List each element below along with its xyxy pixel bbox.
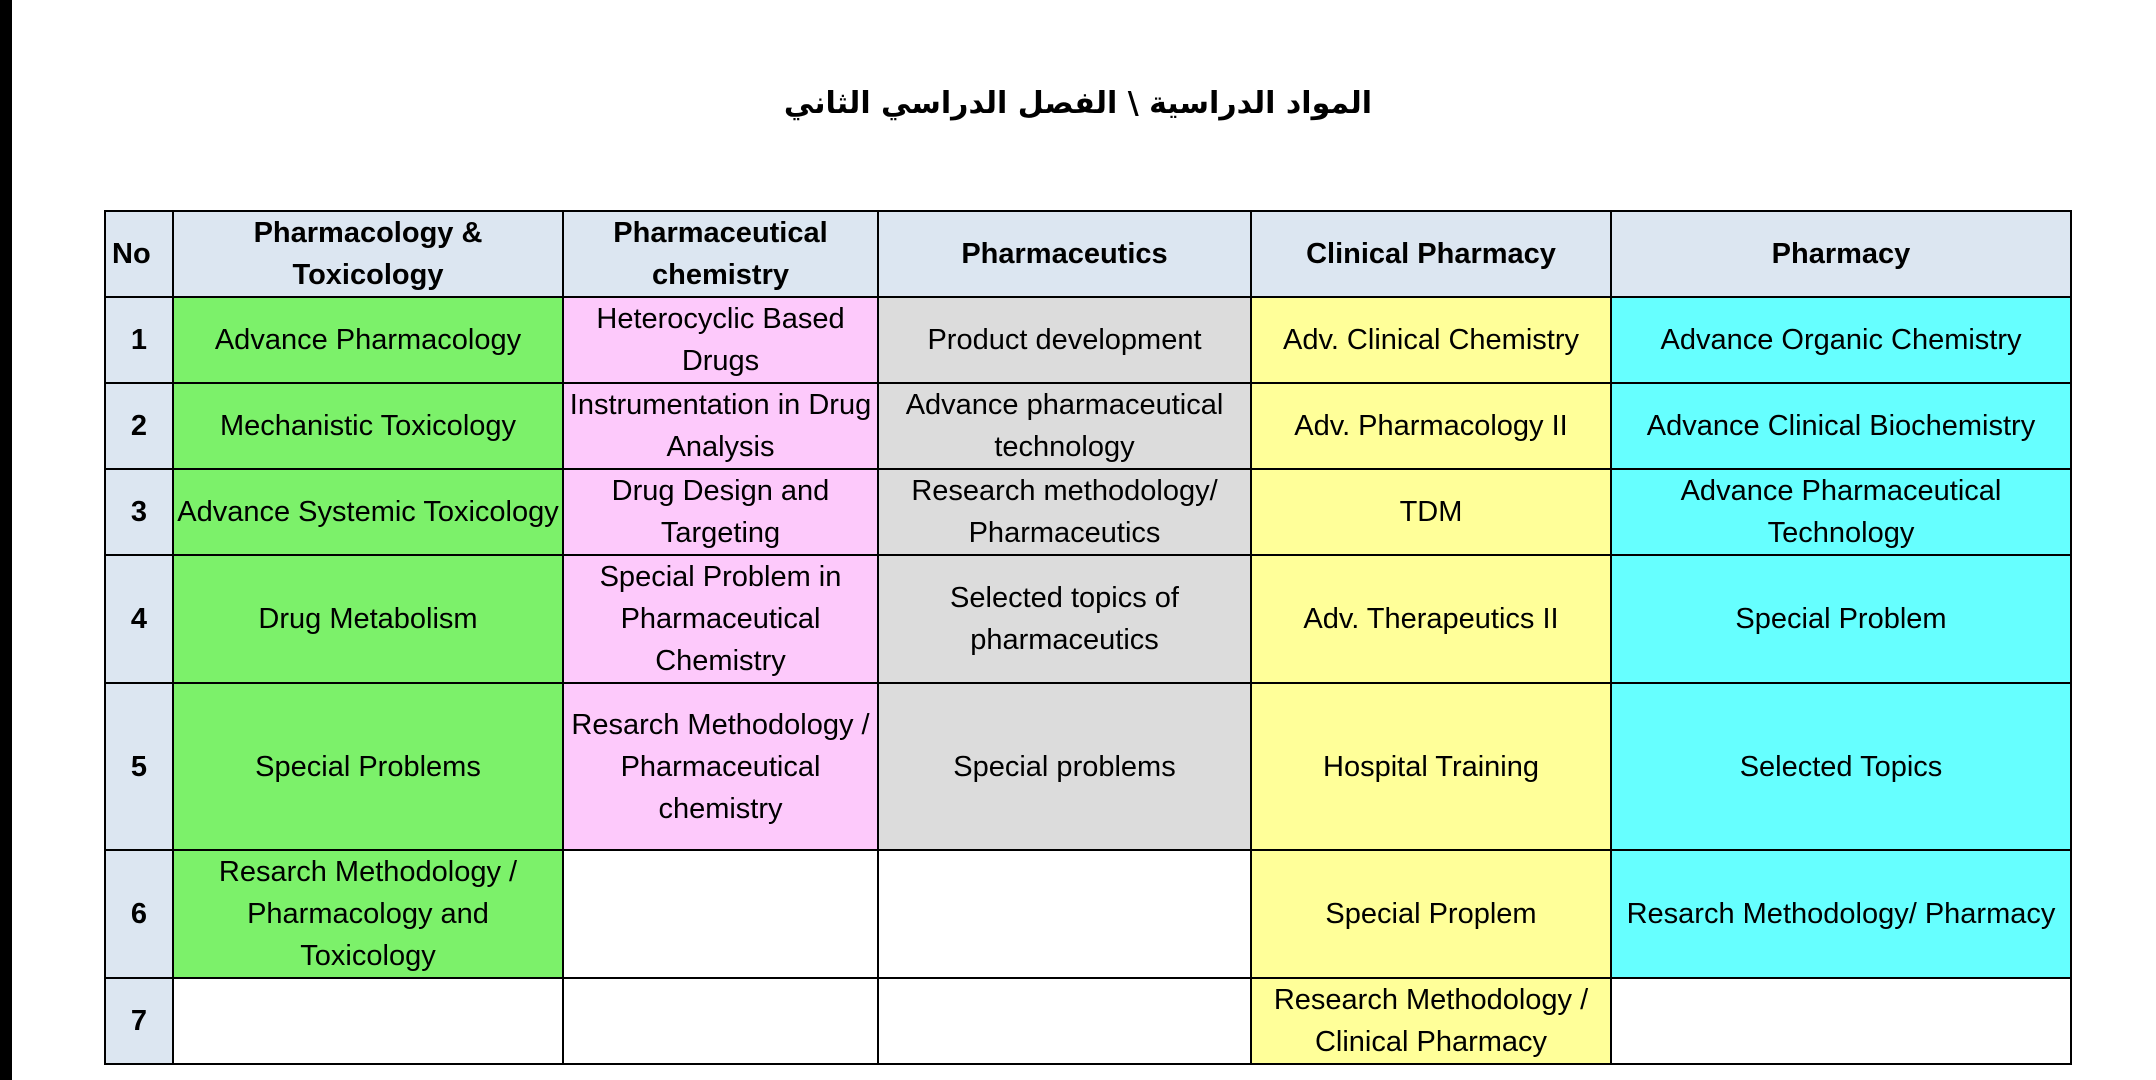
clinical-cell: Adv. Therapeutics II xyxy=(1251,555,1611,683)
pharmaceutics-cell: Product development xyxy=(878,297,1251,383)
clinical-cell: Special Proplem xyxy=(1251,850,1611,978)
header-no: No xyxy=(105,211,173,297)
pharmaceutics-cell xyxy=(878,850,1251,978)
header-row xyxy=(105,211,2071,297)
pharm-chem-cell: Instrumentation in Drug Analysis xyxy=(563,383,878,469)
row-number: 6 xyxy=(105,850,173,978)
pharmaceutics-cell: Advance pharmaceutical technology xyxy=(878,383,1251,469)
pharmacology-cell: Drug Metabolism xyxy=(173,555,563,683)
row-number: 1 xyxy=(105,297,173,383)
pharm-chem-cell xyxy=(563,978,878,1064)
table-row xyxy=(105,978,2071,1064)
row-number: 4 xyxy=(105,555,173,683)
header-pharmacy: Pharmacy xyxy=(1611,211,2071,297)
pharmacy-cell: Resarch Methodology/ Pharmacy xyxy=(1611,850,2071,978)
clinical-cell: Adv. Pharmacology II xyxy=(1251,383,1611,469)
pharm-chem-cell xyxy=(563,850,878,978)
table-row xyxy=(105,555,2071,683)
table-row xyxy=(105,850,2071,978)
table-row xyxy=(105,383,2071,469)
header-pharmacology: Pharmacology & Toxicology xyxy=(173,211,563,297)
pharm-chem-cell: Special Problem in Pharmaceutical Chemistry xyxy=(563,555,878,683)
page-title: المواد الدراسية \ الفصل الدراسي الثاني xyxy=(783,86,1373,121)
clinical-cell: TDM xyxy=(1251,469,1611,555)
pharmacy-cell xyxy=(1611,978,2071,1064)
table-row xyxy=(105,297,2071,383)
clinical-cell: Hospital Training xyxy=(1251,683,1611,850)
pharmacy-cell: Advance Clinical Biochemistry xyxy=(1611,383,2071,469)
pharmacology-cell: Advance Systemic Toxicology xyxy=(173,469,563,555)
pharmacy-cell: Advance Organic Chemistry xyxy=(1611,297,2071,383)
pharmacology-cell: Special Problems xyxy=(173,683,563,850)
clinical-cell: Research Methodology / Clinical Pharmacy xyxy=(1251,978,1611,1064)
left-edge-bar xyxy=(0,0,12,1080)
pharmacology-cell: Mechanistic Toxicology xyxy=(173,383,563,469)
pharm-chem-cell: Heterocyclic Based Drugs xyxy=(563,297,878,383)
pharm-chem-cell: Drug Design and Targeting xyxy=(563,469,878,555)
pharmaceutics-cell: Special problems xyxy=(878,683,1251,850)
pharmaceutics-cell: Research methodology/ Pharmaceutics xyxy=(878,469,1251,555)
pharmacy-cell: Advance Pharmaceutical Technology xyxy=(1611,469,2071,555)
row-number: 2 xyxy=(105,383,173,469)
clinical-cell: Adv. Clinical Chemistry xyxy=(1251,297,1611,383)
pharmaceutics-cell: Selected topics of pharmaceutics xyxy=(878,555,1251,683)
pharmacology-cell: Advance Pharmacology xyxy=(173,297,563,383)
pharm-chem-cell: Resarch Methodology / Pharmaceutical chemistry xyxy=(563,683,878,850)
table-row xyxy=(105,469,2071,555)
row-number: 5 xyxy=(105,683,173,850)
pharmacy-cell: Special Problem xyxy=(1611,555,2071,683)
pharmacology-cell: Resarch Methodology / Pharmacology and Toxicology xyxy=(173,850,563,978)
header-clinical: Clinical Pharmacy xyxy=(1251,211,1611,297)
header-pharm-chem: Pharmaceutical chemistry xyxy=(563,211,878,297)
row-number: 7 xyxy=(105,978,173,1064)
header-pharmaceutics: Pharmaceutics xyxy=(878,211,1251,297)
pharmacology-cell xyxy=(173,978,563,1064)
table-row xyxy=(105,683,2071,850)
courses-table xyxy=(104,210,2072,1065)
pharmaceutics-cell xyxy=(878,978,1251,1064)
row-number: 3 xyxy=(105,469,173,555)
pharmacy-cell: Selected Topics xyxy=(1611,683,2071,850)
